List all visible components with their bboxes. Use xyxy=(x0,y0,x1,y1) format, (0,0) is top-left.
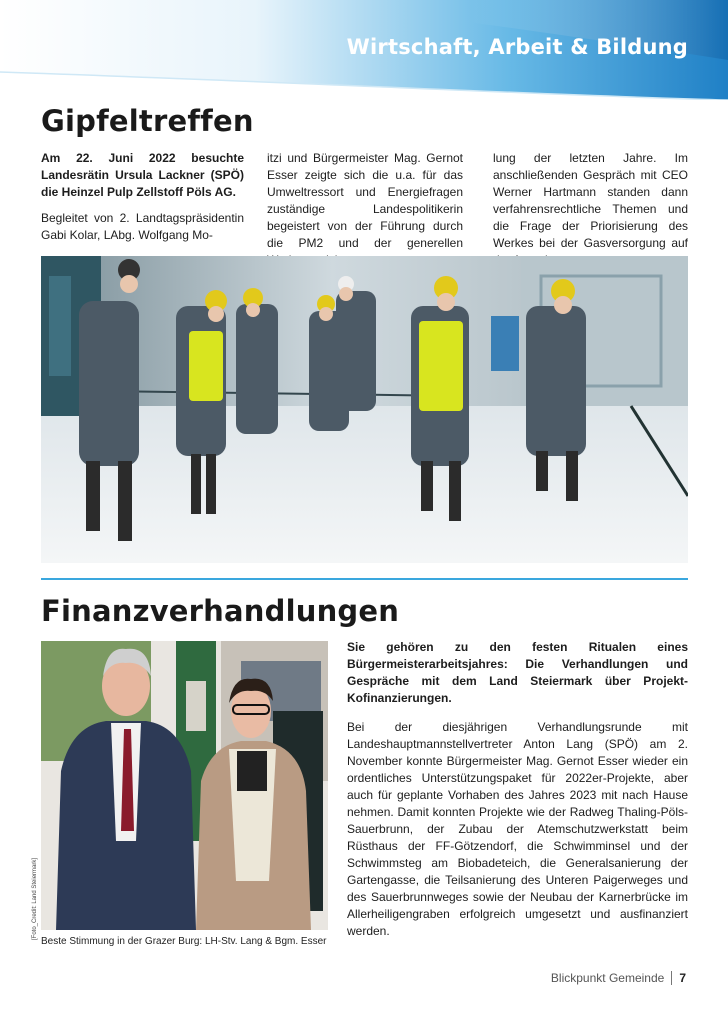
photo-credit: [Foto_Credit: Land Steiermark] xyxy=(32,857,38,940)
meeting-photo xyxy=(41,641,328,930)
footer-separator xyxy=(671,971,672,985)
article1-column-1 xyxy=(41,150,244,253)
factory-tour-photo xyxy=(41,256,688,563)
photo-caption: Beste Stimmung in der Grazer Burg: LH-Stv. Lang & Bgm. Esser xyxy=(41,936,327,947)
article-title-gipfeltreffen: Gipfeltreffen xyxy=(41,104,254,138)
page-footer xyxy=(551,971,686,985)
header-banner xyxy=(0,0,728,100)
article1-text-col1: Begleitet von 2. Landtagspräsidentin Gabi Kolar, LAbg. Wolfgang Mo- xyxy=(41,211,244,242)
publication-name: Blickpunkt Gemeinde xyxy=(550,971,665,985)
article1-lead: Am 22. Juni 2022 besuchte Landesrätin Ursula Lackner (SPÖ) die Heinzel Pulp Zellstoff Pöls AG. xyxy=(41,151,244,199)
article1-text-col2: itzi und Bürgermeister Mag. Gernot Esser zeigte sich die u.a. für das Umweltressort und Energiefragen zuständige Landespolitikerin begeistert von der Führung durch die PM2 und der generellen xyxy=(267,151,463,250)
page-number: 7 xyxy=(679,971,686,985)
article2-lead: Sie gehören zu den festen Ritualen eines Bürgermeisterarbeitsjahres: Die Verhandlungen und Gespräche mit dem Land Steiermark über Projekt-Kofinanzierungen. xyxy=(347,640,688,705)
article2-text xyxy=(347,639,688,949)
article1-text-col3: lung der letzten Jahre. Im anschließenden Gespräch mit CEO Werner Hartmann standen dann verfahrensrechtliche Themen und die Frage der Priorisierung des Werkes bei der Gasversorgung auf xyxy=(493,151,688,250)
section-title: Wirtschaft, Arbeit & Bildung xyxy=(346,35,688,59)
article2-body: Bei der diesjährigen Verhandlungsrunde mit Landeshauptmannstellvertreter Anton Lang (SPÖ) am 2. November konnte Bürgermeister Mag. Gernot Esser wieder ein ordentliches Unterstützungspaket für 2022er-Projekte, aber auch für geplante Vorhaben des Jahres 2023 mit nach Hause nehmen. Damit konnten Projekte wie der Radweg Thaling-Pöls-Sauerbrunn, der Zubau der Atemschutzwerkstatt beim Rüsthaus der FF-Götzendorf, die Schwimminsel und der Schwimmsteg am Biobadeteich, die Generalsanierung der Gartengasse, die Teilsanierung des Unteren Paigerweges und des Sauerbrunnweges sowie der Neubau der Karnerbrücke im Allerheiligengraben erfolgreich umgesetzt und ausfinanziert werden. xyxy=(347,720,688,938)
article-title-finanzverhandlungen: Finanzverhandlungen xyxy=(41,594,400,628)
section-divider xyxy=(41,578,688,580)
